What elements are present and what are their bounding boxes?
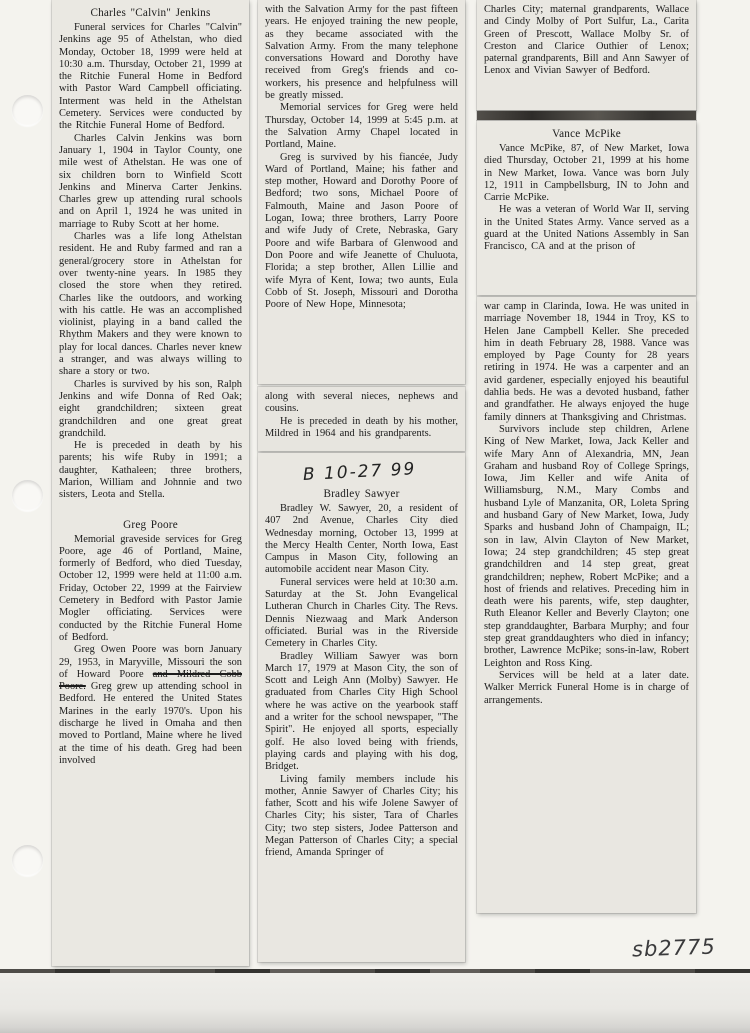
clipping-vance-mcpike [477,121,696,295]
clipping-poore-ending [258,387,465,451]
paragraph: Charles was a life long Athelstan resident. He and Ruby farmed and ran a general/grocery store in Athelstan for over twenty-nine years. In 1985 they closed the store when they retired. Charles like the outdoors, and working with his cattle. He was an accomplished violinist, playing in a band called the Rhythm Makers and they were known to play for local dances. Charles never knew a stranger, and was always willing to share a story or two. [59,231,242,378]
paragraph: Funeral services were held at 10:30 a.m. Saturday at the St. John Evangelical Lutheran Church in Charles City. The Revs. Dennis Niezwaag and Mark Anderson officiated. Burial was in the Riverside Cemetery in Charles City. [265,576,458,650]
obituary-title-greg-poore: Greg Poore [123,518,178,531]
obituary-title-bradley-sawyer: Bradley Sawyer [323,488,400,500]
paragraph: along with several nieces, nephews and cousins. [265,391,458,415]
paragraph: war camp in Clarinda, Iowa. He was united in marriage November 18, 1944 in Troy, KS to Helen Jane Campbell Keller. She preceded him in death February 28, 1988. Vance was employed by Page County for 28 years retiring in 1974. He was a carpenter and an avid gardener, especially enjoyed his beautiful dahlia beds. He was a devoted husband, father and grandfather. He always enjoyed the huge family dinners at Thanksgiving and Christmas. [484,301,689,423]
struck-text: and Mildred Cobb Poore. [59,668,242,693]
clipping-left-column [52,0,249,966]
clipping-mcpike-continuation [477,297,696,913]
clipping-poore-continuation [258,0,465,384]
handwritten-id: sb2775 [631,934,717,962]
paragraph: Bradley W. Sawyer, 20, a resident of 407 2nd Avenue, Charles City died Wednesday morning, October 13, 1999 at the Mercy Health Center, North Iowa, East Campus in Mason City, following an automobile accident near Mason City. [265,503,458,576]
hole-punch-top [12,95,43,126]
paragraph: He is preceded in death by his parents; his wife Ruby in 1991; a daughter, Kathaleen; three brothers, Marion, William and Johnnie and two sisters, Leota and Stella. [59,440,242,501]
paragraph-segment: Greg Owen Poore was born January 29, 1953, in Maryville, Missouri the son of Howard Poore [59,644,242,680]
obituary-title-vance-mcpike: Vance McPike [552,128,621,140]
paragraph: He is preceded in death by his mother, Mildred in 1964 and his grandparents. [265,415,458,439]
paragraph: Charles Calvin Jenkins was born January 1, 1904 in Taylor County, one mile west of Athelstan. He was one of six children born to Winfield Scott Jenkins and Minerva Carter Jenkins. Charles grew up attending rural schools and on April 1, 1924 he was united in marriage to Ruby Scott at her home. [59,132,242,230]
scanner-background [0,973,750,1033]
handwritten-date-annotation: B 10-27 99 [302,459,417,486]
paragraph: Bradley William Sawyer was born March 17, 1979 at Mason City, the son of Scott and Leigh Ann (Molby) Sawyer. He graduated from Charles City High School where he was active on the yearbook staff and a writer for the school newspaper, "The Spirit". He enjoyed all sports, especially golf. He also loved being with friends, playing cards and playing with his dog, Bridget. [265,650,458,773]
paragraph: He was a veteran of World War II, serving in the United States Army. Vance served as a guard at the United Nations Assembly in San Francisco, CA and at the prison of [484,204,689,253]
clipping-bradley-sawyer [258,453,465,962]
paragraph: Charles City; maternal grandparents, Wallace and Cindy Molby of Port Sulfur, La., Carita Green of Prescott, Wallace Molby Sr. of Creston and Clarice Outhier of Lenox; paternal grandparents, Bill and Ann Sawyer of Lenox and Vivian Sawyer of Bedford. [484,4,689,77]
paragraph: Funeral services for Charles "Calvin" Jenkins age 95 of Athelstan, who died Monday, October 18, 1999 were held at 10:30 a.m. Thursday, October 21, 1999 at the Ritchie Funeral Home in Bedford with Pastor Ward Campbell officiating. Interment was held in the Athelstan Cemetery. Services were conducted by the Ritchie Funeral Home of Bedford. [59,22,242,132]
paragraph: Greg is survived by his fiancée, Judy Ward of Portland, Maine; his father and step mother, Howard and Dorothy Poore of Bedford; two sons, Michael Poore of Falmouth, Maine and Jason Poore of Logan, Iowa; three brothers, Larry Poore and wife Judy of Crete, Nebraska, Gary Poore and wife Barbara of Glenwood and Don Poore and wife Jeanette of Chuluota, Florida; a step brother, Allen Lillie and wife Myra of Kent, Iowa; two aunts, Eula Cobb of St. Joseph, Missouri and Dorotha Poore of New Hope, Minnesota; [265,151,458,311]
paragraph-segment: Greg grew up attending school in Bedford. He entered the United States Marines in the early 1970's. Upon his discharge he lived in Omaha and then moved to Portland, Maine where he lived at the time of his death. Greg had been involved [59,681,242,766]
paragraph: Living family members include his mother, Annie Sawyer of Charles City; his father, Scott and his wife Jolene Sawyer of Charles City; his sister, Tara of Charles City; two step sisters, Jodee Patterson and Megan Patterson of Charles City; a special friend, Amanda Springer of [265,773,458,859]
paragraph: Vance McPike, 87, of New Market, Iowa died Thursday, October 21, 1999 at his home in New Market, Iowa. Vance was born July 12, 1911 in Campbellsburg, IN to John and Carrie McPike. [484,143,689,204]
paragraph: Memorial services for Greg were held Thursday, October 14, 1999 at 5:45 p.m. at the Salvation Army Chapel located in Portland, Maine. [265,102,458,151]
paragraph-with-strikethrough [59,644,242,767]
clipping-sawyer-continuation [477,0,696,110]
paragraph: Survivors include step children, Arlene King of New Market, Iowa, Jack Keller and wife Mary Ann of Alexandria, MN, Jean Graham and husband Roy of College Springs, Iowa, Jim Keller and wife Anita of Williamsburg, N.M., Mary Combs and husband Lyle of Manzanita, OR, Loleta Spring and husband Gary of New Market, Iowa, Judy Sparks and husband John of Champaign, IL; son in law, Alvin Clayton of New Market, Iowa; 24 step grandchildren; 45 step great grandchildren and 14 step great, great grandchildren; nephew, Robert McPike; and a host of friends and relatives. Preceding him in death were his parents, wife, step daughter, Ruth Eleanor Keller and Beverly Clayton; one step granddaughter, Barbara Murphy; and four step great granddaughters who died in infancy; brother, Lawrence McPike; sons-in-law, Robert Leighton and Ross King. [484,423,689,669]
paragraph: with the Salvation Army for the past fifteen years. He enjoyed training the new people, as they became associated with the Salvation Army. From the many telephone conversations Howard and Dorothy have received from Greg's friends and co-workers, his presence and helpfulness will be greatly missed. [265,4,458,102]
paragraph: Memorial graveside services for Greg Poore, age 46 of Portland, Maine, formerly of Bedford, who died Tuesday, October 12, 1999 were held at 11:00 a.m. Friday, October 22, 1999 at the Fairview Cemetery in Bedford with Pastor Jamie Mogler officiating. Services were conducted by the Ritchie Funeral Home of Bedford. [59,533,242,643]
dark-scan-band [477,111,696,120]
paragraph: Charles is survived by his son, Ralph Jenkins and wife Donna of Red Oak; eight grandchildren; sixteen great grandchildren and one great great grandchild. [59,378,242,439]
hole-punch-bottom [12,845,43,876]
obituary-title-charles-jenkins: Charles "Calvin" Jenkins [90,7,211,19]
hole-punch-middle [12,480,43,511]
paragraph: Services will be held at a later date. Walker Merrick Funeral Home is in charge of arrangements. [484,669,689,706]
